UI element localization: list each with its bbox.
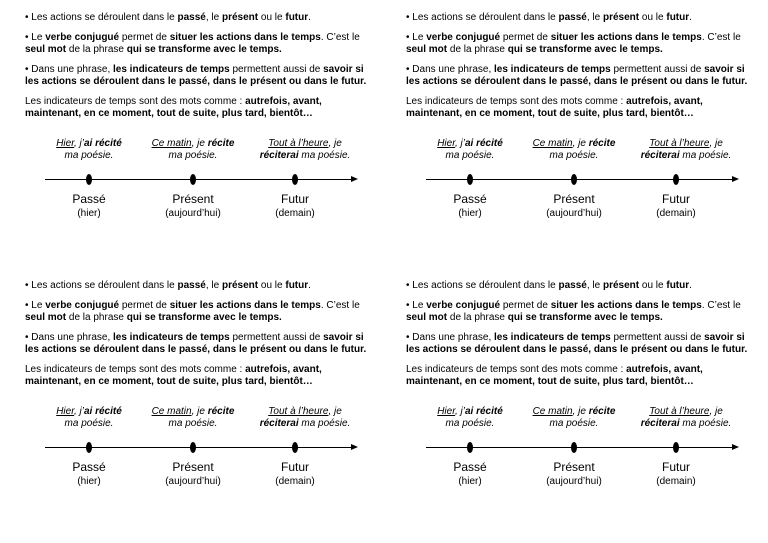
timeline-arrowhead xyxy=(732,444,739,450)
future-marker xyxy=(673,174,679,185)
future-example-label: Tout à l’heure, je réciterai ma poésie. xyxy=(640,406,732,429)
rule-time-indicators: • Dans une phrase, les indicateurs de temps permettent aussi de savoir si les actions se déroulent dans le passé, dans le présent ou dans le futur. xyxy=(25,64,367,87)
past-example-label: Hier, j’ai récité ma poésie. xyxy=(56,138,122,161)
present-example-label: Ce matin, je récite ma poésie. xyxy=(532,406,616,429)
lesson-card xyxy=(406,12,751,233)
timeline xyxy=(406,138,751,233)
rule-time-indicators: • Dans une phrase, les indicateurs de temps permettent aussi de savoir si les actions se déroulent dans le passé, dans le présent ou dans le futur. xyxy=(406,332,748,355)
rule-tense-actions: • Les actions se déroulent dans le passé, le présent ou le futur. xyxy=(406,12,692,23)
present-subtitle: (aujourd’hui) xyxy=(546,476,602,487)
time-indicator-examples: Les indicateurs de temps sont des mots comme : autrefois, avant, maintenant, en ce moment, tout de suite, plus tard, bientôt… xyxy=(25,96,322,119)
present-example-label: Ce matin, je récite ma poésie. xyxy=(151,138,235,161)
timeline-arrowhead xyxy=(351,444,358,450)
past-marker xyxy=(86,442,92,453)
past-subtitle: (hier) xyxy=(77,476,101,487)
time-indicator-examples: Les indicateurs de temps sont des mots comme : autrefois, avant, maintenant, en ce moment, tout de suite, plus tard, bientôt… xyxy=(406,364,703,387)
past-example-label: Hier, j’ai récité ma poésie. xyxy=(437,406,503,429)
past-title: Passé xyxy=(72,460,106,474)
timeline xyxy=(25,406,370,501)
past-example-label: Hier, j’ai récité ma poésie. xyxy=(437,138,503,161)
present-title: Présent xyxy=(553,460,595,474)
present-marker xyxy=(571,174,577,185)
future-subtitle: (demain) xyxy=(275,208,315,219)
past-marker xyxy=(467,174,473,185)
timeline xyxy=(406,406,751,501)
future-subtitle: (demain) xyxy=(656,208,696,219)
future-example-label: Tout à l’heure, je réciterai ma poésie. xyxy=(259,406,351,429)
present-marker xyxy=(571,442,577,453)
rule-conjugated-verb: • Le verbe conjugué permet de situer les actions dans le temps. C’est le seul mot de la phrase qui se transforme avec le temps. xyxy=(25,32,360,55)
timeline-arrowhead xyxy=(732,176,739,182)
past-subtitle: (hier) xyxy=(77,208,101,219)
present-title: Présent xyxy=(553,192,595,206)
future-example-label: Tout à l’heure, je réciterai ma poésie. xyxy=(640,138,732,161)
rule-conjugated-verb: • Le verbe conjugué permet de situer les actions dans le temps. C’est le seul mot de la phrase qui se transforme avec le temps. xyxy=(406,32,741,55)
time-indicator-examples: Les indicateurs de temps sont des mots comme : autrefois, avant, maintenant, en ce moment, tout de suite, plus tard, bientôt… xyxy=(25,364,322,387)
present-example-label: Ce matin, je récite ma poésie. xyxy=(532,138,616,161)
future-title: Futur xyxy=(280,460,309,474)
past-title: Passé xyxy=(453,192,487,206)
card-bottom-left xyxy=(25,280,370,501)
rule-tense-actions: • Les actions se déroulent dans le passé, le présent ou le futur. xyxy=(406,280,692,291)
future-marker xyxy=(292,442,298,453)
future-subtitle: (demain) xyxy=(275,476,315,487)
present-marker xyxy=(190,442,196,453)
rule-time-indicators: • Dans une phrase, les indicateurs de temps permettent aussi de savoir si les actions se déroulent dans le passé, dans le présent ou dans le futur. xyxy=(406,64,748,87)
present-title: Présent xyxy=(172,192,214,206)
past-marker xyxy=(86,174,92,185)
future-title: Futur xyxy=(661,192,690,206)
future-title: Futur xyxy=(280,192,309,206)
present-example-label: Ce matin, je récite ma poésie. xyxy=(151,406,235,429)
lesson-card xyxy=(406,280,751,501)
rule-conjugated-verb: • Le verbe conjugué permet de situer les actions dans le temps. C’est le seul mot de la phrase qui se transforme avec le temps. xyxy=(406,300,741,323)
rule-tense-actions: • Les actions se déroulent dans le passé, le présent ou le futur. xyxy=(25,12,311,23)
past-subtitle: (hier) xyxy=(458,476,482,487)
future-title: Futur xyxy=(661,460,690,474)
card-top-left xyxy=(25,12,370,233)
present-marker xyxy=(190,174,196,185)
future-marker xyxy=(673,442,679,453)
timeline xyxy=(25,138,370,233)
past-example-label: Hier, j’ai récité ma poésie. xyxy=(56,406,122,429)
timeline-arrowhead xyxy=(351,176,358,182)
past-title: Passé xyxy=(453,460,487,474)
future-marker xyxy=(292,174,298,185)
lesson-card xyxy=(25,280,370,501)
past-subtitle: (hier) xyxy=(458,208,482,219)
card-bottom-right xyxy=(406,280,751,501)
present-title: Présent xyxy=(172,460,214,474)
past-marker xyxy=(467,442,473,453)
rule-conjugated-verb: • Le verbe conjugué permet de situer les actions dans le temps. C’est le seul mot de la phrase qui se transforme avec le temps. xyxy=(25,300,360,323)
lesson-card xyxy=(25,12,370,233)
present-subtitle: (aujourd’hui) xyxy=(165,476,221,487)
rule-time-indicators: • Dans une phrase, les indicateurs de temps permettent aussi de savoir si les actions se déroulent dans le passé, dans le présent ou dans le futur. xyxy=(25,332,367,355)
future-subtitle: (demain) xyxy=(656,476,696,487)
time-indicator-examples: Les indicateurs de temps sont des mots comme : autrefois, avant, maintenant, en ce moment, tout de suite, plus tard, bientôt… xyxy=(406,96,703,119)
present-subtitle: (aujourd’hui) xyxy=(546,208,602,219)
rule-tense-actions: • Les actions se déroulent dans le passé, le présent ou le futur. xyxy=(25,280,311,291)
past-title: Passé xyxy=(72,192,106,206)
future-example-label: Tout à l’heure, je réciterai ma poésie. xyxy=(259,138,351,161)
card-top-right xyxy=(406,12,751,233)
present-subtitle: (aujourd’hui) xyxy=(165,208,221,219)
